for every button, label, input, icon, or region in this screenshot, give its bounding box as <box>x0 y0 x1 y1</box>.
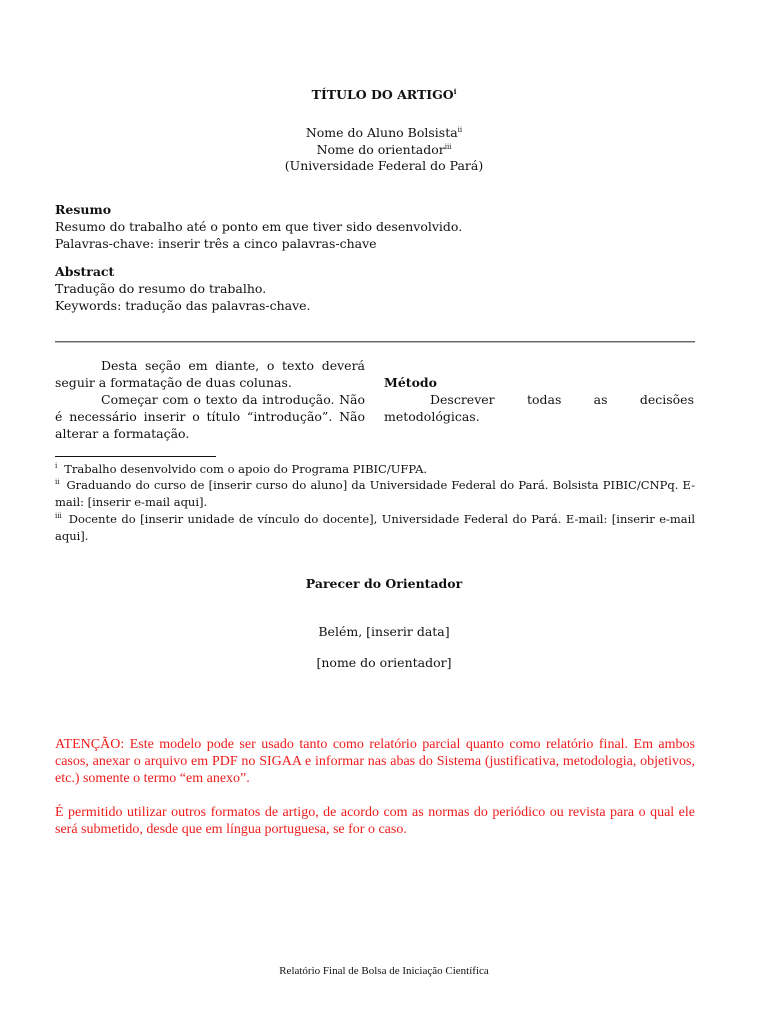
footnote <box>55 511 695 544</box>
footnote <box>55 477 695 510</box>
footnote-ref: ii <box>457 125 463 134</box>
metodo-word: as <box>593 392 608 407</box>
footnote-mark: i <box>55 462 58 471</box>
metodo-word: Descrever <box>430 392 495 407</box>
page-footer: Relatório Final de Bolsa de Iniciação Científica <box>279 965 489 977</box>
footnote <box>55 461 695 478</box>
abstract-heading: Abstract <box>55 264 115 279</box>
metodo-word: todas <box>526 392 562 407</box>
metodo-word: decisões <box>639 392 694 407</box>
footnote-ref: iii <box>444 142 452 151</box>
parecer-heading: Parecer do Orientador <box>305 576 463 591</box>
footnote-text: Trabalho desenvolvido com o apoio do Programa PIBIC/UFPA. <box>64 462 428 476</box>
resumo-section <box>55 201 695 252</box>
column-right <box>384 357 694 425</box>
section-divider <box>55 341 695 343</box>
student-name: Nome do Aluno Bolsista$^{ii}$ <box>305 125 463 140</box>
abstract-keywords: Keywords: tradução das palavras-chave. <box>55 298 311 313</box>
institution: (Universidade Federal do Pará) <box>284 158 484 173</box>
footnote-ref: i <box>453 86 457 96</box>
article-title: TÍTULO DO ARTIGO$^i$ <box>311 86 457 102</box>
advisor-name: Nome do orientador$^{iii}$ <box>316 141 452 157</box>
abstract-section <box>55 263 695 314</box>
notice-formats: É permitido utilizar outros formatos de artigo, de acordo com as normas do periódico ou revista para o qual ele será submetido, desde que em língua portuguesa, se for o caso. <box>55 805 695 837</box>
footnote-text: Graduando do curso de [inserir curso do aluno] da Universidade Federal do Pará. Bolsista PIBIC/CNPq. E-mail: [inserir e-mail aqui]. <box>55 478 695 509</box>
parecer-signature: [nome do orientador] <box>316 655 452 670</box>
metodo-text: metodológicas. <box>384 409 480 424</box>
notice-attention: ATENÇÃO: Este modelo pode ser usado tanto como relatório parcial quanto como relatório final. Em ambos casos, anexar o arquivo em PDF no SIGAA e informar nas abas do Sistema (justificativa, metodologia, objetivos, etc.) somente o termo “em anexo”. <box>55 737 695 786</box>
abstract-text: Tradução do resumo do trabalho. <box>55 281 267 296</box>
column-left <box>55 357 365 442</box>
footnote-mark: ii <box>55 478 60 487</box>
body-paragraph: Começar com o texto da introdução. Não é necessário inserir o título “introdução”. Não alterar a formatação. <box>55 392 365 441</box>
body-paragraph: Desta seção em diante, o texto deverá seguir a formatação de duas colunas. <box>55 358 365 390</box>
metodo-heading: Método <box>384 375 437 390</box>
footnote-text: Docente do [inserir unidade de vínculo do docente], Universidade Federal do Pará. E-mail: [inserir e-mail aqui]. <box>55 512 695 543</box>
resumo-heading: Resumo <box>55 202 112 217</box>
parecer-date: Belém, [inserir data] <box>318 624 450 639</box>
resumo-keywords: Palavras-chave: inserir três a cinco palavras-chave <box>55 236 377 251</box>
metodo-line <box>384 391 694 408</box>
footnote-mark: iii <box>55 512 62 521</box>
resumo-text: Resumo do trabalho até o ponto em que tiver sido desenvolvido. <box>55 219 463 234</box>
footnote-separator <box>55 456 216 457</box>
author-block <box>0 125 768 175</box>
